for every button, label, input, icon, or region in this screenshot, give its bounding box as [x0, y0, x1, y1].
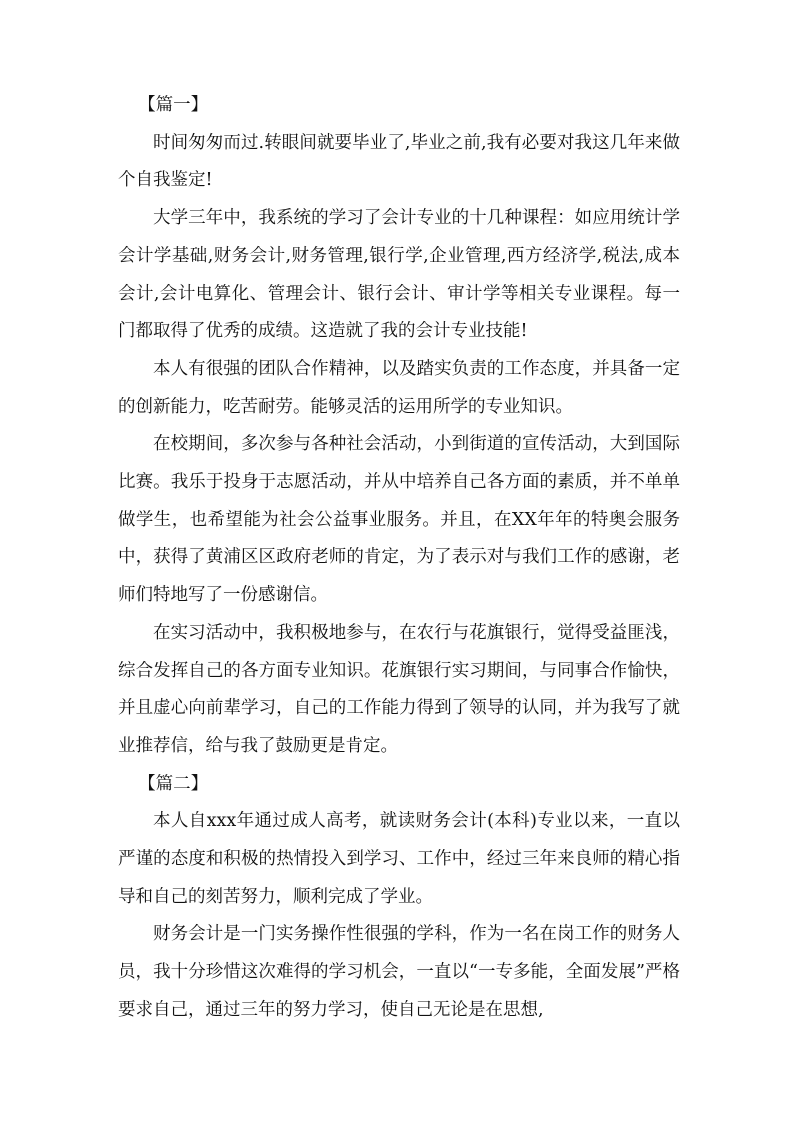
paragraph: 大学三年中，我系统的学习了会计专业的十几种课程：如应用统计学会计学基础,财务会计,财务管理,银行学,企业管理,西方经济学,税法,成本会计,会计电算化、管理会计、银行会计、审计学等相关专业课程。每一门都取得了优秀的成绩。这造就了我的会计专业技能!	[118, 208, 680, 342]
paragraph: 时间匆匆而过.转眼间就要毕业了,毕业之前,我有必要对我这几年来做个自我鉴定!	[118, 132, 680, 191]
document-body	[118, 87, 680, 1030]
section-heading-1: 【篇一】	[138, 95, 209, 115]
paragraph: 本人自xxx年通过成人高考，就读财务会计(本科)专业以来，一直以严谨的态度和积极的热情投入到学习、工作中，经过三年来良师的精心指导和自己的刻苦努力，顺利完成了学业。	[118, 811, 680, 907]
paragraph: 财务会计是一门实务操作性很强的学科，作为一名在岗工作的财务人员，我十分珍惜这次难得的学习机会，一直以“一专多能，全面发展”严格要求自己，通过三年的努力学习，使自己无论是在思想,	[118, 924, 680, 1020]
paragraph: 在校期间，多次参与各种社会活动，小到街道的宣传活动，大到国际比赛。我乐于投身于志愿活动，并从中培养自己各方面的素质，并不单单做学生，也希望能为社会公益事业服务。并且，在XX年年的特奥会服务中，获得了黄浦区区政府老师的肯定，为了表示对与我们工作的感谢，老师们特地写了一份感谢信。	[118, 434, 680, 606]
paragraph: 在实习活动中，我积极地参与，在农行与花旗银行，觉得受益匪浅，综合发挥自己的各方面专业知识。花旗银行实习期间，与同事合作愉快，并且虚心向前辈学习，自己的工作能力得到了领导的认同，并为我写了就业推荐信，给与我了鼓励更是肯定。	[118, 622, 680, 756]
paragraph: 本人有很强的团队合作精神，以及踏实负责的工作态度，并具备一定的创新能力，吃苦耐劳。能够灵活的运用所学的专业知识。	[118, 358, 680, 417]
section-heading-2: 【篇二】	[138, 773, 209, 794]
